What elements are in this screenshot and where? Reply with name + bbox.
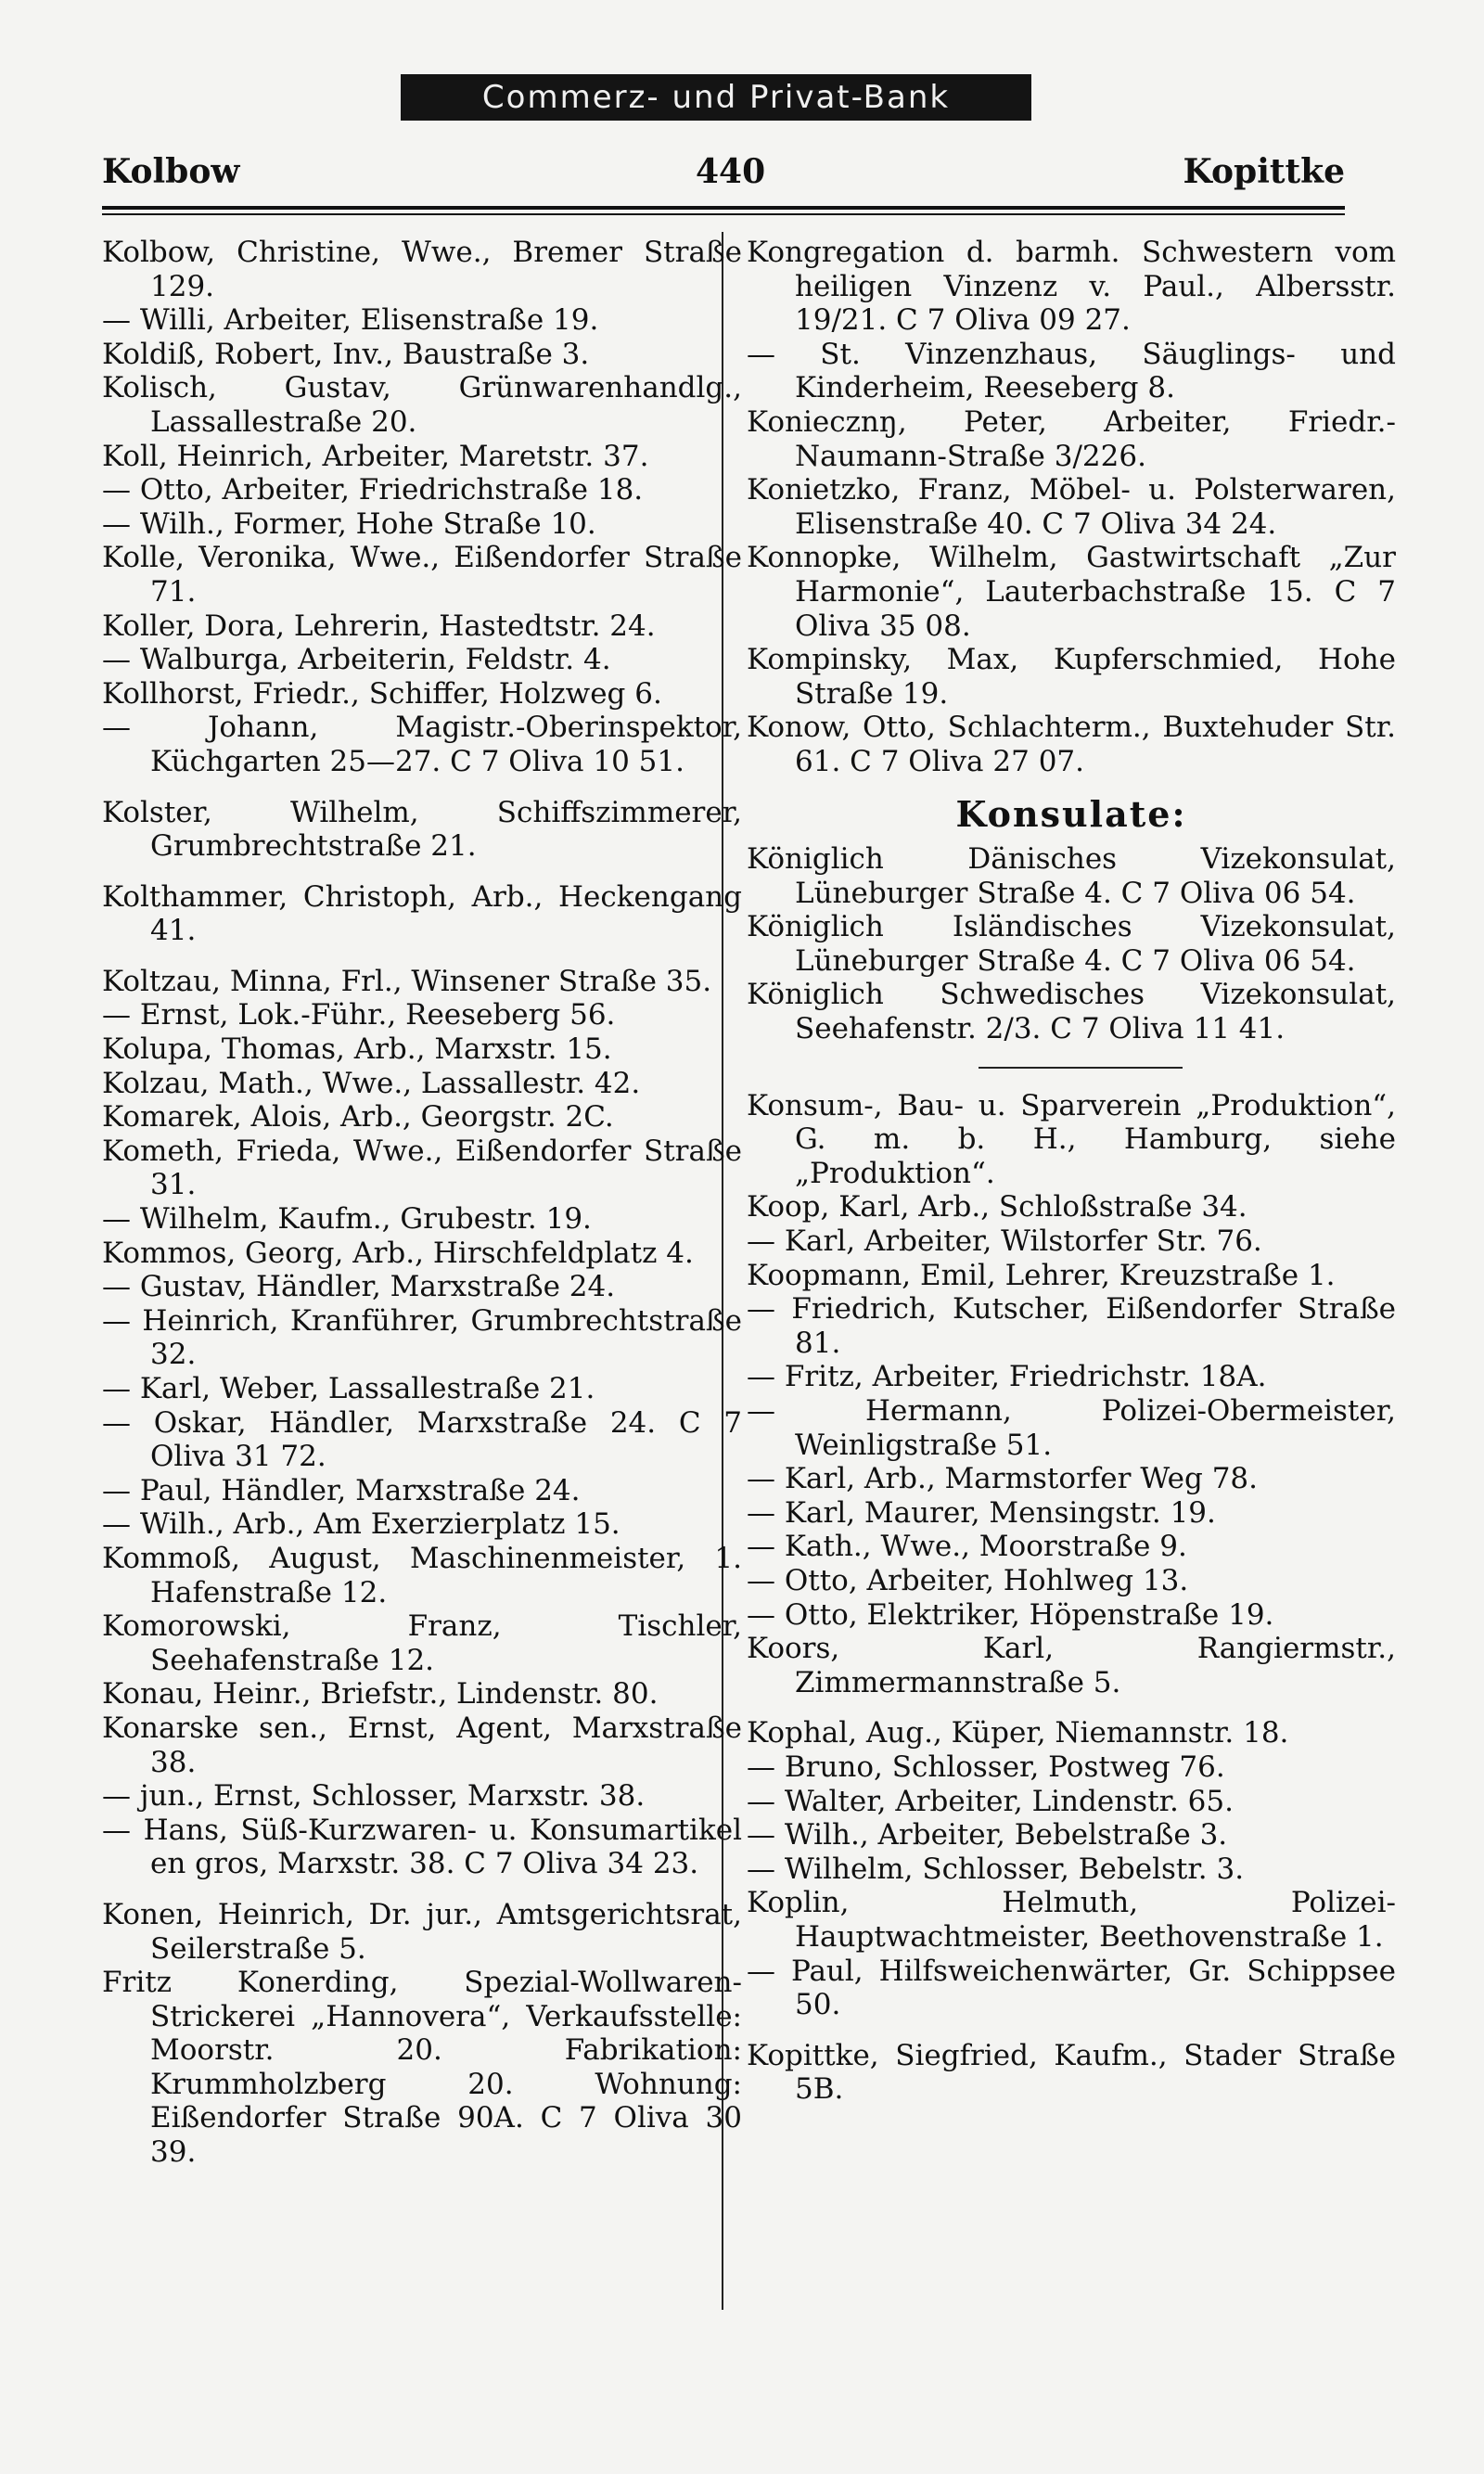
consulates-list [747, 842, 1396, 1046]
directory-entry: Koniecznŋ, Peter, Arbeiter, Friedr.-Naumann-Straße 3/226. [747, 404, 1396, 473]
directory-entry: Kolthammer, Christoph, Arb., Heckengang 41. [102, 879, 742, 948]
directory-entry: Komarek, Alois, Arb., Georgstr. 2C. [102, 1100, 614, 1134]
directory-entry: — Bruno, Schlosser, Postweg 76. [747, 1750, 1225, 1784]
directory-entry: Koll, Heinrich, Arbeiter, Maretstr. 37. [102, 439, 649, 473]
directory-entry: — Otto, Arbeiter, Hohlweg 13. [747, 1563, 1189, 1597]
directory-entry: Fritz Konerding, Spezial-Wollwaren-Strickerei „Hannovera“, Verkaufsstelle: Moorstr. 20. Fabrikation: Krummholzberg 20. Wohnung: Eißendorfer Straße 90A. C 7 Oliva 30 39. [102, 1966, 742, 2170]
directory-entry: Königlich Dänisches Vizekonsulat, Lüneburger Straße 4. C 7 Oliva 06 54. [747, 842, 1396, 910]
directory-entry: — Wilhelm, Schlosser, Bebelstr. 3. [747, 1852, 1245, 1886]
directory-entry: Kolisch, Gustav, Grünwarenhandlg., Lassallestraße 20. [102, 371, 742, 439]
directory-entry: — Paul, Hilfsweichenwärter, Gr. Schippsee 50. [747, 1954, 1396, 2022]
page-header [102, 152, 1345, 199]
directory-entry: Kollhorst, Friedr., Schiffer, Holzweg 6. [102, 676, 662, 711]
header-rule-thin [102, 213, 1345, 215]
directory-entry: Kophal, Aug., Küper, Niemannstr. 18. [747, 1716, 1289, 1750]
directory-entry: Konen, Heinrich, Dr. jur., Amtsgerichtsrat, Seilerstraße 5. [102, 1897, 742, 1966]
directory-entry: — jun., Ernst, Schlosser, Marxstr. 38. [102, 1779, 646, 1814]
right-column [747, 236, 1396, 2107]
directory-entry: Koltzau, Minna, Frl., Winsener Straße 35. [102, 964, 712, 998]
directory-entry: Konsum-, Bau- u. Sparverein „Produktion“, G. m. b. H., Hamburg, siehe „Produktion“. [747, 1088, 1396, 1190]
directory-entry: Königlich Schwedisches Vizekonsulat, Seehafenstr. 2/3. C 7 Oliva 11 41. [747, 978, 1396, 1046]
bank-banner: Commerz- und Privat-Bank [401, 74, 1031, 121]
directory-entry: Kometh, Frieda, Wwe., Eißendorfer Straße 31. [102, 1134, 742, 1202]
directory-entry: Konnopke, Wilhelm, Gastwirtschaft „Zur Harmonie“, Lauterbachstraße 15. C 7 Oliva 35 08. [747, 541, 1396, 643]
directory-entry: Konau, Heinr., Briefstr., Lindenstr. 80. [102, 1677, 659, 1711]
directory-entry: — Kath., Wwe., Moorstraße 9. [747, 1530, 1187, 1564]
directory-entry: — Hermann, Polizei-Obermeister, Weinligstraße 51. [747, 1394, 1396, 1462]
directory-entry: Konietzko, Franz, Möbel- u. Polsterwaren, Elisenstraße 40. C 7 Oliva 34 24. [747, 473, 1396, 541]
directory-entry: — Walburga, Arbeiterin, Feldstr. 4. [102, 643, 611, 677]
directory-entry: — Karl, Arbeiter, Wilstorfer Str. 76. [747, 1224, 1262, 1259]
header-first-name: Kolbow [102, 152, 240, 191]
directory-entry: Kopittke, Siegfried, Kaufm., Stader Straße 5B. [747, 2038, 1396, 2107]
directory-entry: — St. Vinzenzhaus, Säuglings- und Kinderheim, Reeseberg 8. [747, 337, 1396, 405]
header-rule [102, 206, 1345, 210]
header-last-name: Kopittke [1183, 152, 1345, 191]
directory-entry: — Ernst, Lok.-Führ., Reeseberg 56. [102, 998, 616, 1032]
directory-entry: — Walter, Arbeiter, Lindenstr. 65. [747, 1784, 1234, 1818]
directory-entry: Koop, Karl, Arb., Schloßstraße 34. [747, 1190, 1247, 1224]
directory-entry: — Heinrich, Kranführer, Grumbrechtstraße 32. [102, 1303, 742, 1372]
directory-entry: Kongregation d. barmh. Schwestern vom heiligen Vinzenz v. Paul., Albersstr. 19/21. C 7 Oliva 09 27. [747, 236, 1396, 338]
consulates-title: Konsulate: [955, 792, 1187, 835]
directory-entry: Königlich Isländisches Vizekonsulat, Lüneburger Straße 4. C 7 Oliva 06 54. [747, 910, 1396, 978]
directory-entry: Koopmann, Emil, Lehrer, Kreuzstraße 1. [747, 1258, 1336, 1292]
directory-entry: — Johann, Magistr.-Oberinspektor, Küchgarten 25—27. C 7 Oliva 10 51. [102, 711, 742, 778]
section-separator [979, 1067, 1183, 1069]
directory-entry: — Karl, Weber, Lassallestraße 21. [102, 1372, 595, 1405]
right-column-bottom [747, 1089, 1396, 2107]
directory-entry: Konow, Otto, Schlachterm., Buxtehuder Str. 61. C 7 Oliva 27 07. [747, 711, 1396, 778]
directory-entry: — Wilh., Former, Hohe Straße 10. [102, 506, 596, 541]
directory-entry: — Karl, Maurer, Mensingstr. 19. [747, 1495, 1216, 1530]
directory-entry: — Hans, Süß-Kurzwaren- u. Konsumartikel en gros, Marxstr. 38. C 7 Oliva 34 23. [102, 1813, 742, 1881]
directory-entry: Kolbow, Christine, Wwe., Bremer Straße 129. [102, 236, 742, 303]
directory-entry: Kolle, Veronika, Wwe., Eißendorfer Straße 71. [102, 541, 742, 609]
directory-entry: — Wilhelm, Kaufm., Grubestr. 19. [102, 1202, 592, 1237]
directory-entry: Kommos, Georg, Arb., Hirschfeldplatz 4. [102, 1236, 694, 1270]
directory-entry: Konarske sen., Ernst, Agent, Marxstraße 38. [102, 1711, 742, 1779]
directory-entry: Koldiß, Robert, Inv., Baustraße 3. [102, 337, 590, 371]
directory-entry: Komorowski, Franz, Tischler, Seehafenstraße 12. [102, 1609, 742, 1677]
left-column [102, 236, 742, 2170]
directory-entry: Kolster, Wilhelm, Schiffszimmerer, Grumbrechtstraße 21. [102, 795, 742, 864]
directory-entry: Kolzau, Math., Wwe., Lassallestr. 42. [102, 1066, 641, 1100]
directory-entry: Kolupa, Thomas, Arb., Marxstr. 15. [102, 1032, 612, 1067]
directory-entry: — Otto, Elektriker, Höpenstraße 19. [747, 1597, 1274, 1632]
directory-entry: Kompinsky, Max, Kupferschmied, Hohe Straße 19. [747, 643, 1396, 711]
directory-entry: — Friedrich, Kutscher, Eißendorfer Straße 81. [747, 1292, 1396, 1360]
directory-entry: — Wilh., Arbeiter, Bebelstraße 3. [747, 1818, 1228, 1852]
directory-entry: — Paul, Händler, Marxstraße 24. [102, 1473, 581, 1507]
directory-entry: — Wilh., Arb., Am Exerzierplatz 15. [102, 1507, 620, 1542]
directory-entry: — Karl, Arb., Marmstorfer Weg 78. [747, 1462, 1259, 1496]
directory-entry: Koplin, Helmuth, Polizei-Hauptwachtmeister, Beethovenstraße 1. [747, 1886, 1396, 1954]
directory-entry: — Otto, Arbeiter, Friedrichstraße 18. [102, 473, 644, 507]
directory-entry: — Gustav, Händler, Marxstraße 24. [102, 1270, 616, 1304]
directory-entry: Koller, Dora, Lehrerin, Hastedtstr. 24. [102, 609, 656, 643]
directory-entry: — Oskar, Händler, Marxstraße 24. C 7 Oliva 31 72. [102, 1405, 742, 1474]
right-column-top [747, 236, 1396, 779]
directory-entry: — Fritz, Arbeiter, Friedrichstr. 18A. [747, 1360, 1267, 1394]
directory-entry: — Willi, Arbeiter, Elisenstraße 19. [102, 303, 599, 338]
directory-entry: Koors, Karl, Rangiermstr., Zimmermannstraße 5. [747, 1632, 1396, 1699]
directory-entry: Kommoß, August, Maschinenmeister, 1. Hafenstraße 12. [102, 1541, 742, 1609]
page-number: 440 [696, 152, 766, 191]
